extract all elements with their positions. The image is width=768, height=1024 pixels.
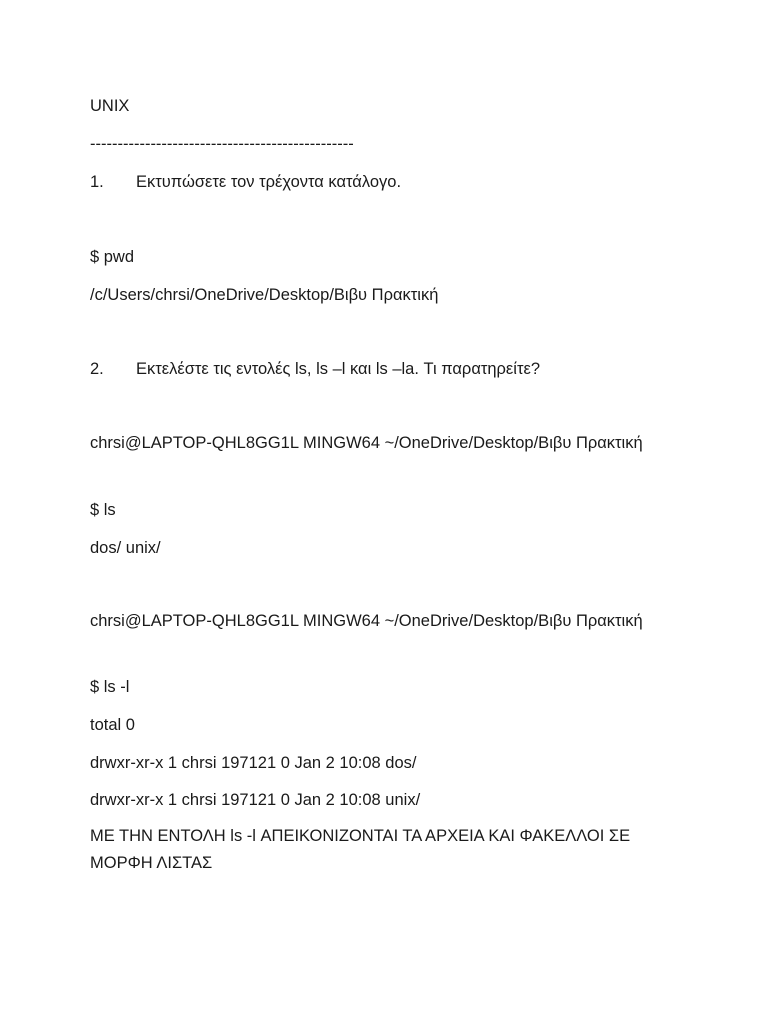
document-title: UNIX — [90, 97, 130, 115]
question-1-text: Εκτυπώσετε τον τρέχοντα κατάλογο. — [136, 173, 402, 191]
question-1 — [90, 172, 401, 192]
terminal-prompt-1: chrsi@LAPTOP-QHL8GG1L MINGW64 ~/OneDrive/Desktop/Βιβυ Πρακτική — [90, 434, 643, 452]
observation-note: ΜΕ ΤΗΝ ΕΝΤΟΛΗ ls -l ΑΠΕΙΚΟΝΙΖΟΝΤΑΙ ΤΑ ΑΡΧΕΙΑ ΚΑΙ ΦΑΚΕΛΛΟΙ ΣΕ ΜΟΡΦΗ ΛΙΣΤΑΣ — [90, 827, 631, 872]
question-2 — [90, 359, 540, 379]
ls-l-total: total 0 — [90, 716, 135, 734]
pwd-command: $ pwd — [90, 248, 135, 266]
question-1-number: 1. — [90, 173, 104, 191]
ls-l-row-unix: drwxr-xr-x 1 chrsi 197121 0 Jan 2 10:08 unix/ — [90, 791, 421, 809]
ls-output: dos/ unix/ — [90, 539, 161, 557]
pwd-output: /c/Users/chrsi/OneDrive/Desktop/Βιβυ Πρακτική — [90, 286, 439, 304]
question-2-number: 2. — [90, 360, 104, 378]
ls-l-row-dos: drwxr-xr-x 1 chrsi 197121 0 Jan 2 10:08 dos/ — [90, 754, 417, 772]
ls-l-command: $ ls -l — [90, 678, 130, 696]
terminal-prompt-2: chrsi@LAPTOP-QHL8GG1L MINGW64 ~/OneDrive/Desktop/Βιβυ Πρακτική — [90, 612, 643, 630]
question-2-text: Εκτελέστε τις εντολές ls, ls –l και ls –la. Τι παρατηρείτε? — [136, 360, 541, 378]
ls-command: $ ls — [90, 501, 116, 519]
separator-line: ------------------------------------------------ — [90, 135, 354, 153]
